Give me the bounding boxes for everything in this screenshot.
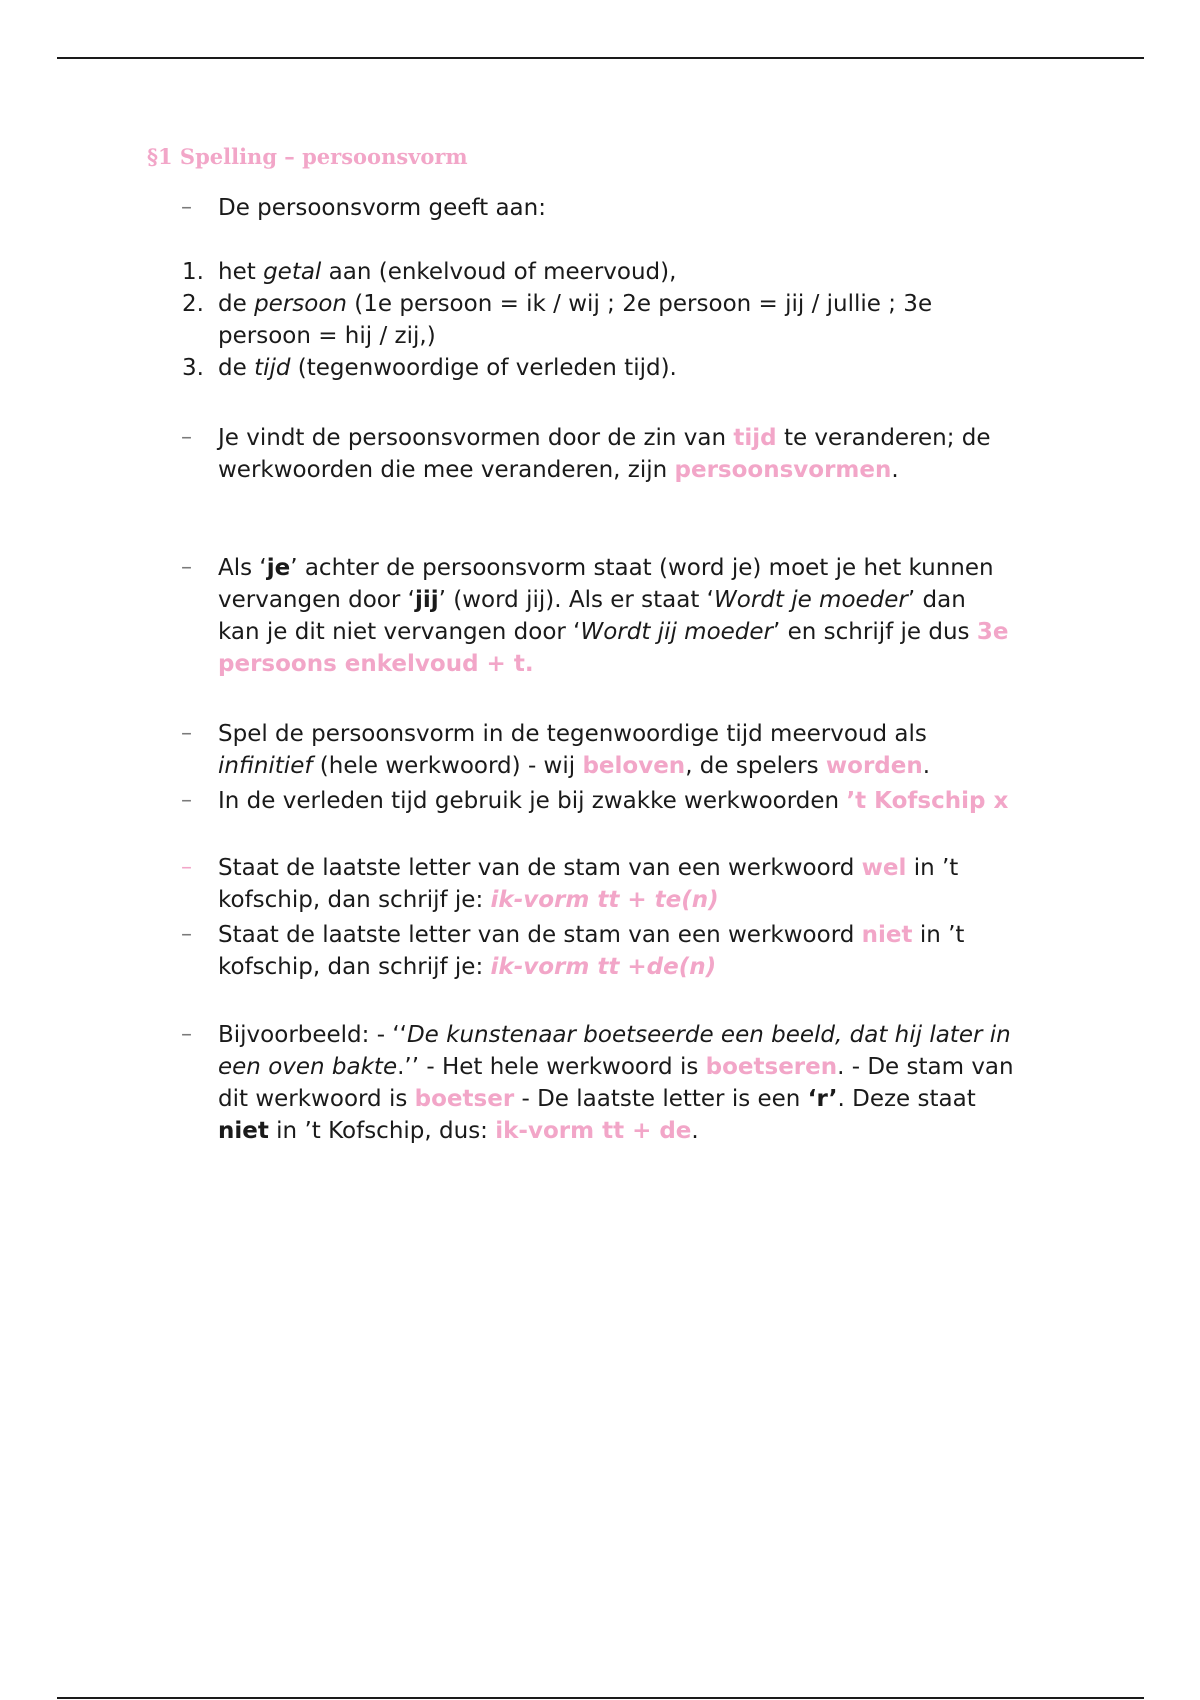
list-number-1: 1. bbox=[182, 259, 204, 285]
list-item-getal bbox=[218, 256, 1068, 288]
text: De persoonsvorm geeft aan: bbox=[218, 195, 546, 221]
text: Je vindt de persoonsvormen door de zin van bbox=[218, 425, 734, 451]
highlight-term: persoonsvormen bbox=[674, 457, 892, 483]
text: kofschip, dan schrijf je: bbox=[218, 954, 491, 980]
text: ’ achter de persoonsvorm staat (word je) moet je het kunnen bbox=[290, 555, 994, 581]
text: het bbox=[218, 259, 264, 285]
text: . - De stam van bbox=[837, 1054, 1014, 1080]
text: aan (enkelvoud of meervoud), bbox=[321, 259, 677, 285]
highlight-term: niet bbox=[861, 922, 913, 948]
text: , de spelers bbox=[685, 753, 826, 779]
highlight-rule: ik-vorm tt +de(n) bbox=[490, 954, 717, 980]
text: Staat de laatste letter van de stam van een werkwoord bbox=[218, 922, 862, 948]
bullet-voorbeeld bbox=[218, 1019, 1068, 1147]
text: . bbox=[922, 753, 931, 779]
italic-example: een oven bakte bbox=[218, 1054, 398, 1080]
text: kan je dit niet vervangen door ‘ bbox=[218, 619, 581, 645]
text: ’ en schrijf je dus bbox=[773, 619, 977, 645]
dash-bullet: – bbox=[181, 555, 192, 580]
text: . bbox=[691, 1118, 699, 1144]
list-number-2: 2. bbox=[182, 291, 204, 317]
text: .’’ - Het hele werkwoord is bbox=[397, 1054, 706, 1080]
text: te veranderen; de bbox=[776, 425, 991, 451]
text: Spel de persoonsvorm in de tegenwoordige tijd meervoud als bbox=[218, 721, 927, 747]
dash-bullet: – bbox=[181, 195, 192, 220]
bullet-tijd-veranderen bbox=[218, 422, 1068, 486]
text: vervangen door ‘ bbox=[218, 587, 415, 613]
bullet-persoonsvorm-intro bbox=[218, 192, 1068, 224]
text: persoon = hij / zij,) bbox=[218, 323, 436, 349]
highlight-term: ’t Kofschip x bbox=[846, 788, 1009, 814]
bullet-kofschip-wel bbox=[218, 852, 1068, 916]
bullet-verleden-tijd bbox=[218, 785, 1068, 817]
text: . Deze staat bbox=[837, 1086, 976, 1112]
text: in ’t bbox=[912, 922, 965, 948]
section-heading: §1 Spelling – persoonsvorm bbox=[147, 144, 468, 169]
bold-term: niet bbox=[218, 1118, 269, 1144]
highlight-term: beloven bbox=[582, 753, 686, 779]
highlight-term: boetser bbox=[414, 1086, 515, 1112]
list-item-tijd bbox=[218, 352, 1068, 384]
bottom-rule bbox=[57, 1697, 1144, 1699]
text: - De laatste letter is een bbox=[514, 1086, 808, 1112]
text: ’ dan bbox=[907, 587, 966, 613]
text: Als ‘ bbox=[218, 555, 267, 581]
text: (1e persoon = ik / wij ; 2e persoon = jij / jullie ; 3e bbox=[346, 291, 933, 317]
italic-term: getal bbox=[263, 259, 322, 285]
text: . bbox=[891, 457, 899, 483]
dash-bullet: – bbox=[181, 425, 192, 450]
list-number-3: 3. bbox=[182, 355, 204, 381]
bullet-kofschip-niet bbox=[218, 919, 1068, 983]
highlight-term: tijd bbox=[733, 425, 777, 451]
italic-example: Wordt je moeder bbox=[714, 587, 908, 613]
text: de bbox=[218, 291, 255, 317]
dash-bullet: – bbox=[181, 922, 192, 947]
dash-bullet: – bbox=[181, 721, 192, 746]
list-item-persoon bbox=[218, 288, 1068, 352]
highlight-term: persoons enkelvoud + t. bbox=[218, 651, 534, 677]
text: In de verleden tijd gebruik je bij zwakke werkwoorden bbox=[218, 788, 847, 814]
bold-term: jij bbox=[414, 587, 439, 613]
dash-bullet: – bbox=[181, 788, 192, 813]
text: Bijvoorbeeld: - ‘‘ bbox=[218, 1022, 407, 1048]
italic-example: Wordt jij moeder bbox=[580, 619, 773, 645]
bullet-je-jij bbox=[218, 552, 1068, 680]
highlight-term: worden bbox=[825, 753, 923, 779]
italic-term: tijd bbox=[254, 355, 291, 381]
highlight-rule: ik-vorm tt + de bbox=[495, 1118, 692, 1144]
bold-term: je bbox=[266, 555, 291, 581]
text: dit werkwoord is bbox=[218, 1086, 415, 1112]
bullet-meervoud-infinitief bbox=[218, 718, 1068, 782]
highlight-rule: ik-vorm tt + te(n) bbox=[490, 887, 719, 913]
text: Staat de laatste letter van de stam van een werkwoord bbox=[218, 855, 862, 881]
text: (tegenwoordige of verleden tijd). bbox=[290, 355, 677, 381]
highlight-term: boetseren bbox=[705, 1054, 838, 1080]
italic-term: persoon bbox=[254, 291, 347, 317]
italic-example: De kunstenaar boetseerde een beeld, dat hij later in bbox=[406, 1022, 1011, 1048]
dash-bullet: – bbox=[181, 1022, 192, 1047]
dash-bullet: – bbox=[181, 855, 192, 880]
text: (hele werkwoord) - wij bbox=[312, 753, 583, 779]
text: werkwoorden die mee veranderen, zijn bbox=[218, 457, 675, 483]
text: in ’t Kofschip, dus: bbox=[268, 1118, 496, 1144]
italic-term: infinitief bbox=[218, 753, 313, 779]
highlight-term: wel bbox=[861, 855, 907, 881]
text: ’ (word jij). Als er staat ‘ bbox=[438, 587, 714, 613]
top-rule bbox=[57, 57, 1144, 59]
bold-term: ‘r’ bbox=[807, 1086, 838, 1112]
highlight-term: 3e bbox=[976, 619, 1009, 645]
text: kofschip, dan schrijf je: bbox=[218, 887, 491, 913]
text: in ’t bbox=[906, 855, 959, 881]
text: de bbox=[218, 355, 255, 381]
